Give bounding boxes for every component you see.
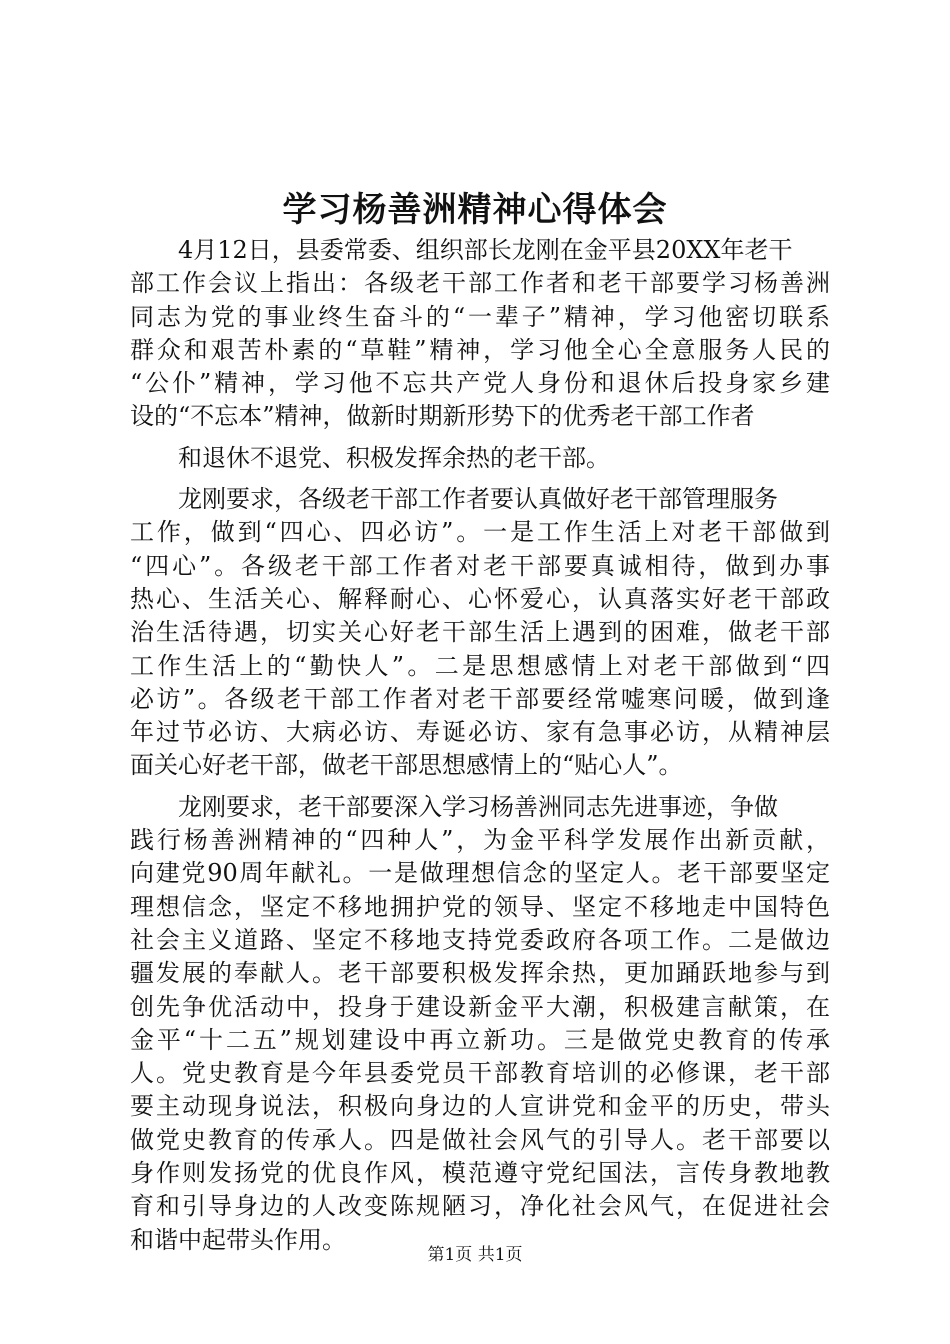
page-footer: 第1页 共1页 (427, 1245, 523, 1265)
paragraph-3-line: 年过节必访、大病必访、寿诞必访、家有急事必访，从精神层 (130, 718, 830, 747)
document-body (130, 234, 830, 1257)
paragraph-4-line: 身作则发扬党的优良作风，模范遵守党纪国法，言传身教地教 (130, 1159, 830, 1188)
paragraph-3-line: 热心、生活关心、解释耐心、心怀爱心，认真落实好老干部政 (130, 584, 830, 613)
paragraph-1-line: 群众和艰苦朴素的“草鞋”精神，学习他全心全意服务人民的 (130, 335, 830, 364)
paragraph-4-line: 龙刚要求，老干部要深入学习杨善洲同志先进事迹，争做 (178, 792, 778, 821)
paragraph-2-line: 和退休不退党、积极发挥余热的老干部。 (178, 443, 610, 472)
paragraph-3-line: 工作，做到“四心、四必访”。一是工作生活上对老干部做到 (130, 518, 830, 547)
paragraph-4-line: 社会主义道路、坚定不移地支持党委政府各项工作。二是做边 (130, 925, 830, 954)
paragraph-4-line: 要主动现身说法，积极向身边的人宣讲党和金平的历史，带头 (130, 1092, 830, 1121)
document-title: 学习杨善洲精神心得体会 (282, 190, 668, 230)
paragraph-4-line: 和谐中起带头作用。 (130, 1225, 346, 1254)
paragraph-3-line: 龙刚要求，各级老干部工作者要认真做好老干部管理服务 (178, 485, 778, 514)
paragraph-1-line: 设的“不忘本”精神，做新时期新形势下的优秀老干部工作者 (130, 402, 755, 431)
paragraph-4-line: 践行杨善洲精神的“四种人”，为金平科学发展作出新贡献， (130, 826, 830, 855)
paragraph-3-line: 必访”。各级老干部工作者对老干部要经常嘘寒问暖，做到逢 (130, 684, 830, 713)
paragraph-3-line: 工作生活上的“勤快人”。二是思想感情上对老干部做到“四 (130, 651, 830, 680)
paragraph-3-line: 面关心好老干部，做老干部思想感情上的“贴心人”。 (130, 751, 683, 780)
paragraph-1-line: “公仆”精神，学习他不忘共产党人身份和退休后投身家乡建 (130, 369, 830, 398)
paragraph-1-line: 4月12日，县委常委、组织部长龙刚在金平县20XX年老干 (178, 236, 793, 264)
paragraph-4-line: 理想信念，坚定不移地拥护党的领导、坚定不移地走中国特色 (130, 892, 830, 921)
paragraph-4-line: 疆发展的奉献人。老干部要积极发挥余热，更加踊跃地参与到 (130, 959, 830, 988)
paragraph-1-line: 同志为党的事业终生奋斗的“一辈子”精神，学习他密切联系 (130, 302, 830, 331)
paragraph-4-line: 做党史教育的传承人。四是做社会风气的引导人。老干部要以 (130, 1125, 830, 1154)
paragraph-4-line: 创先争优活动中，投身于建设新金平大潮，积极建言献策，在 (130, 992, 830, 1021)
paragraph-4-line: 育和引导身边的人改变陈规陋习，净化社会风气，在促进社会 (130, 1192, 830, 1221)
paragraph-4-line: 金平“十二五”规划建设中再立新功。三是做党史教育的传承 (130, 1025, 830, 1054)
paragraph-4-line: 人。党史教育是今年县委党员干部教育培训的必修课，老干部 (130, 1059, 830, 1088)
paragraph-1-line: 部工作会议上指出：各级老干部工作者和老干部要学习杨善洲 (130, 269, 830, 298)
paragraph-3-line: 治生活待遇，切实关心好老干部生活上遇到的困难，做老干部 (130, 618, 830, 647)
paragraph-4-line: 向建党90周年献礼。一是做理想信念的坚定人。老干部要坚定 (130, 859, 830, 888)
paragraph-3-line: “四心”。各级老干部工作者对老干部要真诚相待，做到办事 (130, 551, 830, 580)
